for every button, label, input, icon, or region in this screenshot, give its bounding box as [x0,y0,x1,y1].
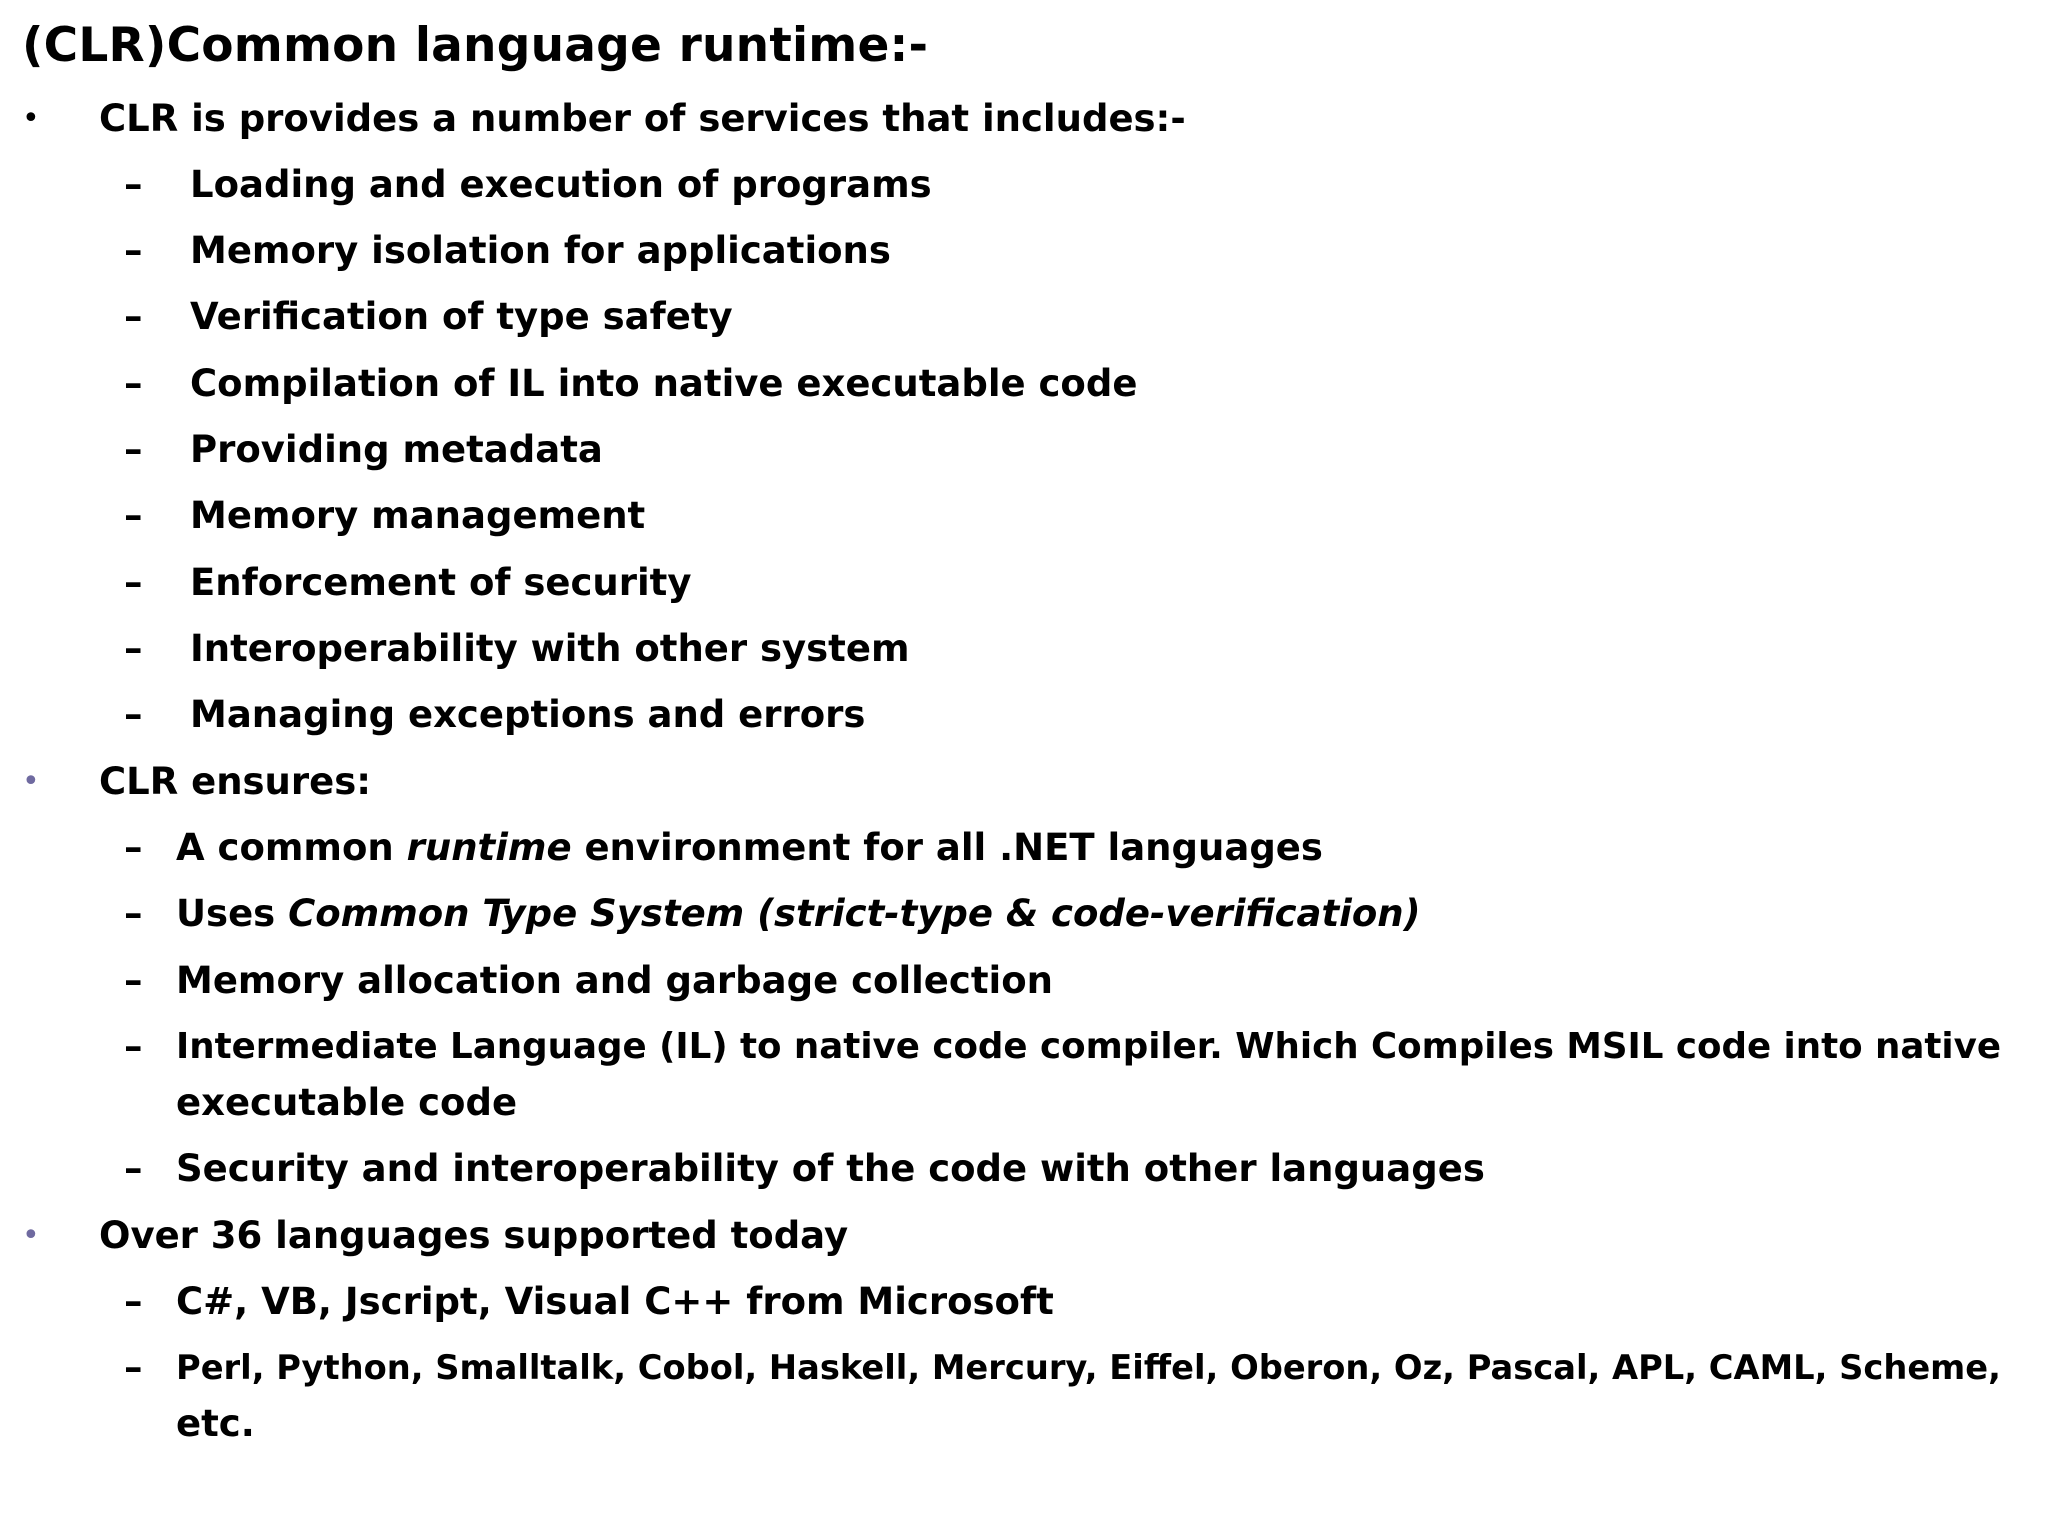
bullet-marker: • [22,101,40,136]
list-item [176,886,1421,942]
dash-marker: – [124,892,143,935]
section-heading-languages: Over 36 languages supported today [99,1214,849,1257]
list-item: Enforcement of security [190,561,692,604]
dash-marker: – [124,693,143,736]
item-emphasis: Common Type System (strict-type & code-verification) [288,892,1421,935]
list-item-line-2: etc. [176,1402,255,1445]
dash-marker: – [124,163,143,206]
dash-marker: – [124,1025,143,1068]
dash-marker: – [124,428,143,471]
dash-marker: – [124,1280,143,1323]
dash-marker: – [124,1346,143,1389]
list-item: Security and interoperability of the code with other languages [176,1147,1485,1190]
dash-marker: – [124,1147,143,1190]
dash-marker: – [124,362,143,405]
dash-marker: – [124,959,143,1002]
list-item: Memory management [190,494,646,537]
item-text: A common [176,826,407,869]
list-item: Interoperability with other system [190,627,910,670]
list-item: Providing metadata [190,428,603,471]
list-item: Memory isolation for applications [190,229,891,272]
list-item: C#, VB, Jscript, Visual C++ from Microsoft [176,1280,1054,1323]
list-item: Verification of type safety [190,295,733,338]
dash-marker: – [124,295,143,338]
bullet-marker: • [22,1218,40,1253]
section-heading-ensures: CLR ensures: [99,760,372,803]
dash-marker: – [124,826,143,869]
dash-marker: – [124,627,143,670]
section-heading-services: CLR is provides a number of services that includes:- [99,97,1186,140]
list-item-line-1: Intermediate Language (IL) to native code compiler. Which Compiles MSIL code into native [176,1026,2002,1067]
dash-marker: – [124,229,143,272]
list-item: Loading and execution of programs [190,163,932,206]
list-item [176,820,1323,876]
list-item: Compilation of IL into native executable code [190,362,1138,405]
dash-marker: – [124,494,143,537]
list-item: Memory allocation and garbage collection [176,959,1053,1002]
dash-marker: – [124,561,143,604]
list-item-line-1: Perl, Python, Smalltalk, Cobol, Haskell, Mercury, Eiffel, Oberon, Oz, Pascal, APL, CAML, Scheme, [176,1348,2001,1387]
item-text: Uses [176,892,289,935]
item-emphasis: runtime [406,826,572,869]
slide-title: (CLR)Common language runtime:- [22,18,929,73]
bullet-marker: • [22,764,40,799]
list-item-line-2: executable code [176,1081,518,1124]
item-text: environment for all .NET languages [571,826,1323,869]
list-item: Managing exceptions and errors [190,693,866,736]
